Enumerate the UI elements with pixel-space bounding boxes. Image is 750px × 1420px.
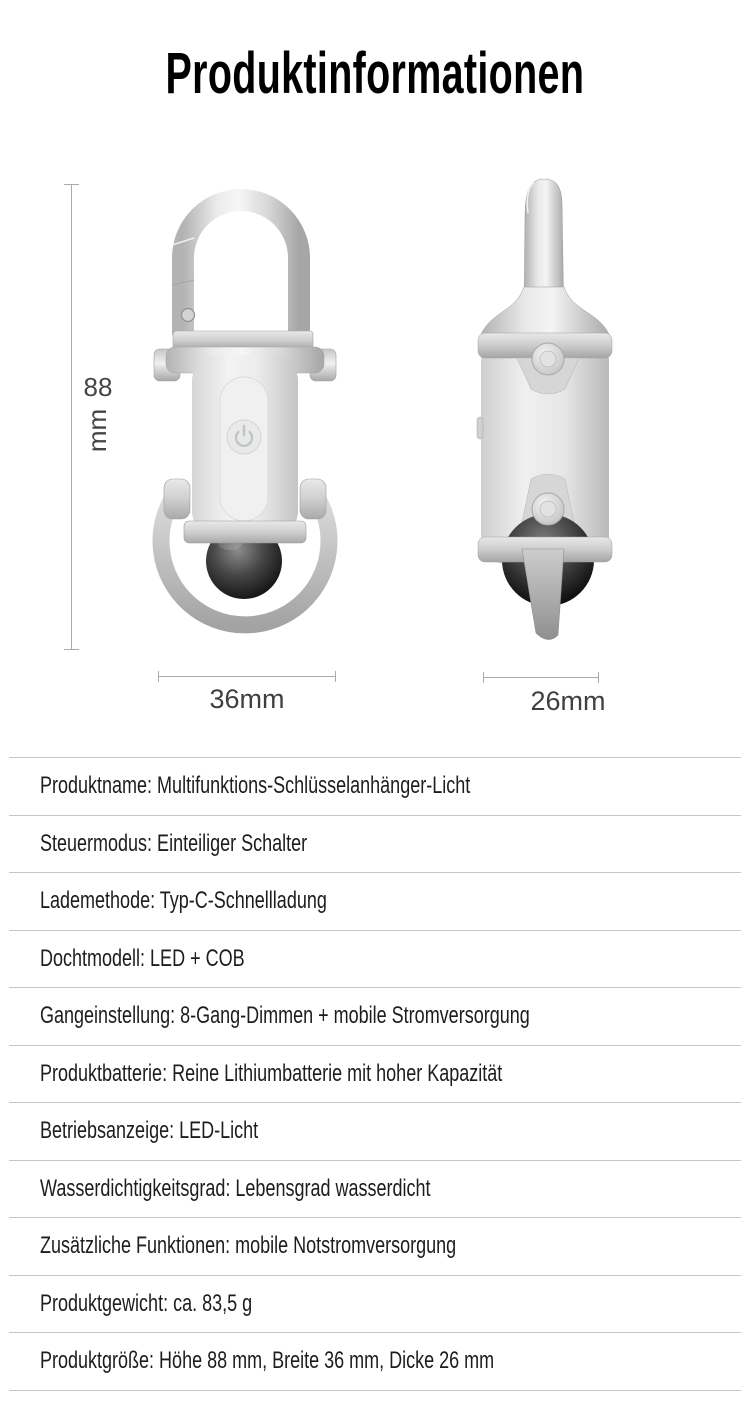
width-dimension-tick-left	[158, 671, 159, 682]
spec-row	[9, 1276, 741, 1334]
spec-row	[9, 1333, 741, 1391]
page-header	[0, 40, 750, 107]
carabiner-clip	[172, 200, 299, 335]
spec-text: Steuermodus: Einteiliger Schalter	[40, 829, 308, 857]
spec-text: Produktgröße: Höhe 88 mm, Breite 36 mm, Dicke 26 mm	[40, 1347, 495, 1375]
height-dimension-tick-top	[64, 184, 79, 185]
spec-row	[9, 1046, 741, 1104]
depth-dimension-tick-right	[598, 672, 599, 683]
spec-text: Wasserdichtigkeitsgrad: Lebensgrad wasserdicht	[40, 1174, 431, 1202]
depth-dimension-tick-left	[483, 672, 484, 683]
spec-row	[9, 816, 741, 874]
spec-text: Betriebsanzeige: LED-Licht	[40, 1117, 259, 1145]
width-dimension-label: 36mm	[209, 684, 285, 714]
screw-bottom	[532, 493, 564, 525]
spec-row	[9, 758, 741, 816]
spec-row	[9, 1103, 741, 1161]
spec-text: Produktname: Multifunktions-Schlüsselanhänger-Licht	[40, 772, 471, 800]
product-side-image	[475, 175, 620, 650]
height-dimension-line	[71, 184, 72, 650]
depth-dimension-line	[483, 677, 599, 678]
spec-text: Lademethode: Typ-C-Schnellladung	[40, 887, 327, 915]
spec-row	[9, 1161, 741, 1219]
depth-dimension-label: 26mm	[530, 686, 606, 716]
spec-text: Gangeinstellung: 8-Gang-Dimmen + mobile Stromversorgung	[40, 1002, 530, 1030]
spec-row	[9, 1218, 741, 1276]
spec-text: Produktbatterie: Reine Lithiumbatterie mit hoher Kapazität	[40, 1059, 503, 1087]
width-dimension-line	[158, 676, 336, 677]
spec-row	[9, 931, 741, 989]
spec-text: Produktgewicht: ca. 83,5 g	[40, 1289, 253, 1317]
product-front-image	[150, 183, 340, 650]
width-dimension-tick-right	[335, 671, 336, 682]
height-unit: mm	[82, 408, 113, 452]
height-dimension-tick-bottom	[64, 649, 79, 650]
spec-text: Dochtmodell: LED + COB	[40, 944, 245, 972]
spec-row	[9, 988, 741, 1046]
screw-top	[532, 343, 564, 375]
page-title: Produktinformationen	[165, 41, 585, 106]
spec-row	[9, 873, 741, 931]
height-dimension-label	[76, 372, 120, 457]
spec-table	[9, 757, 741, 1391]
spec-text: Zusätzliche Funktionen: mobile Notstromversorgung	[40, 1232, 457, 1260]
power-button-icon	[227, 420, 261, 454]
height-value: 88	[83, 372, 113, 402]
